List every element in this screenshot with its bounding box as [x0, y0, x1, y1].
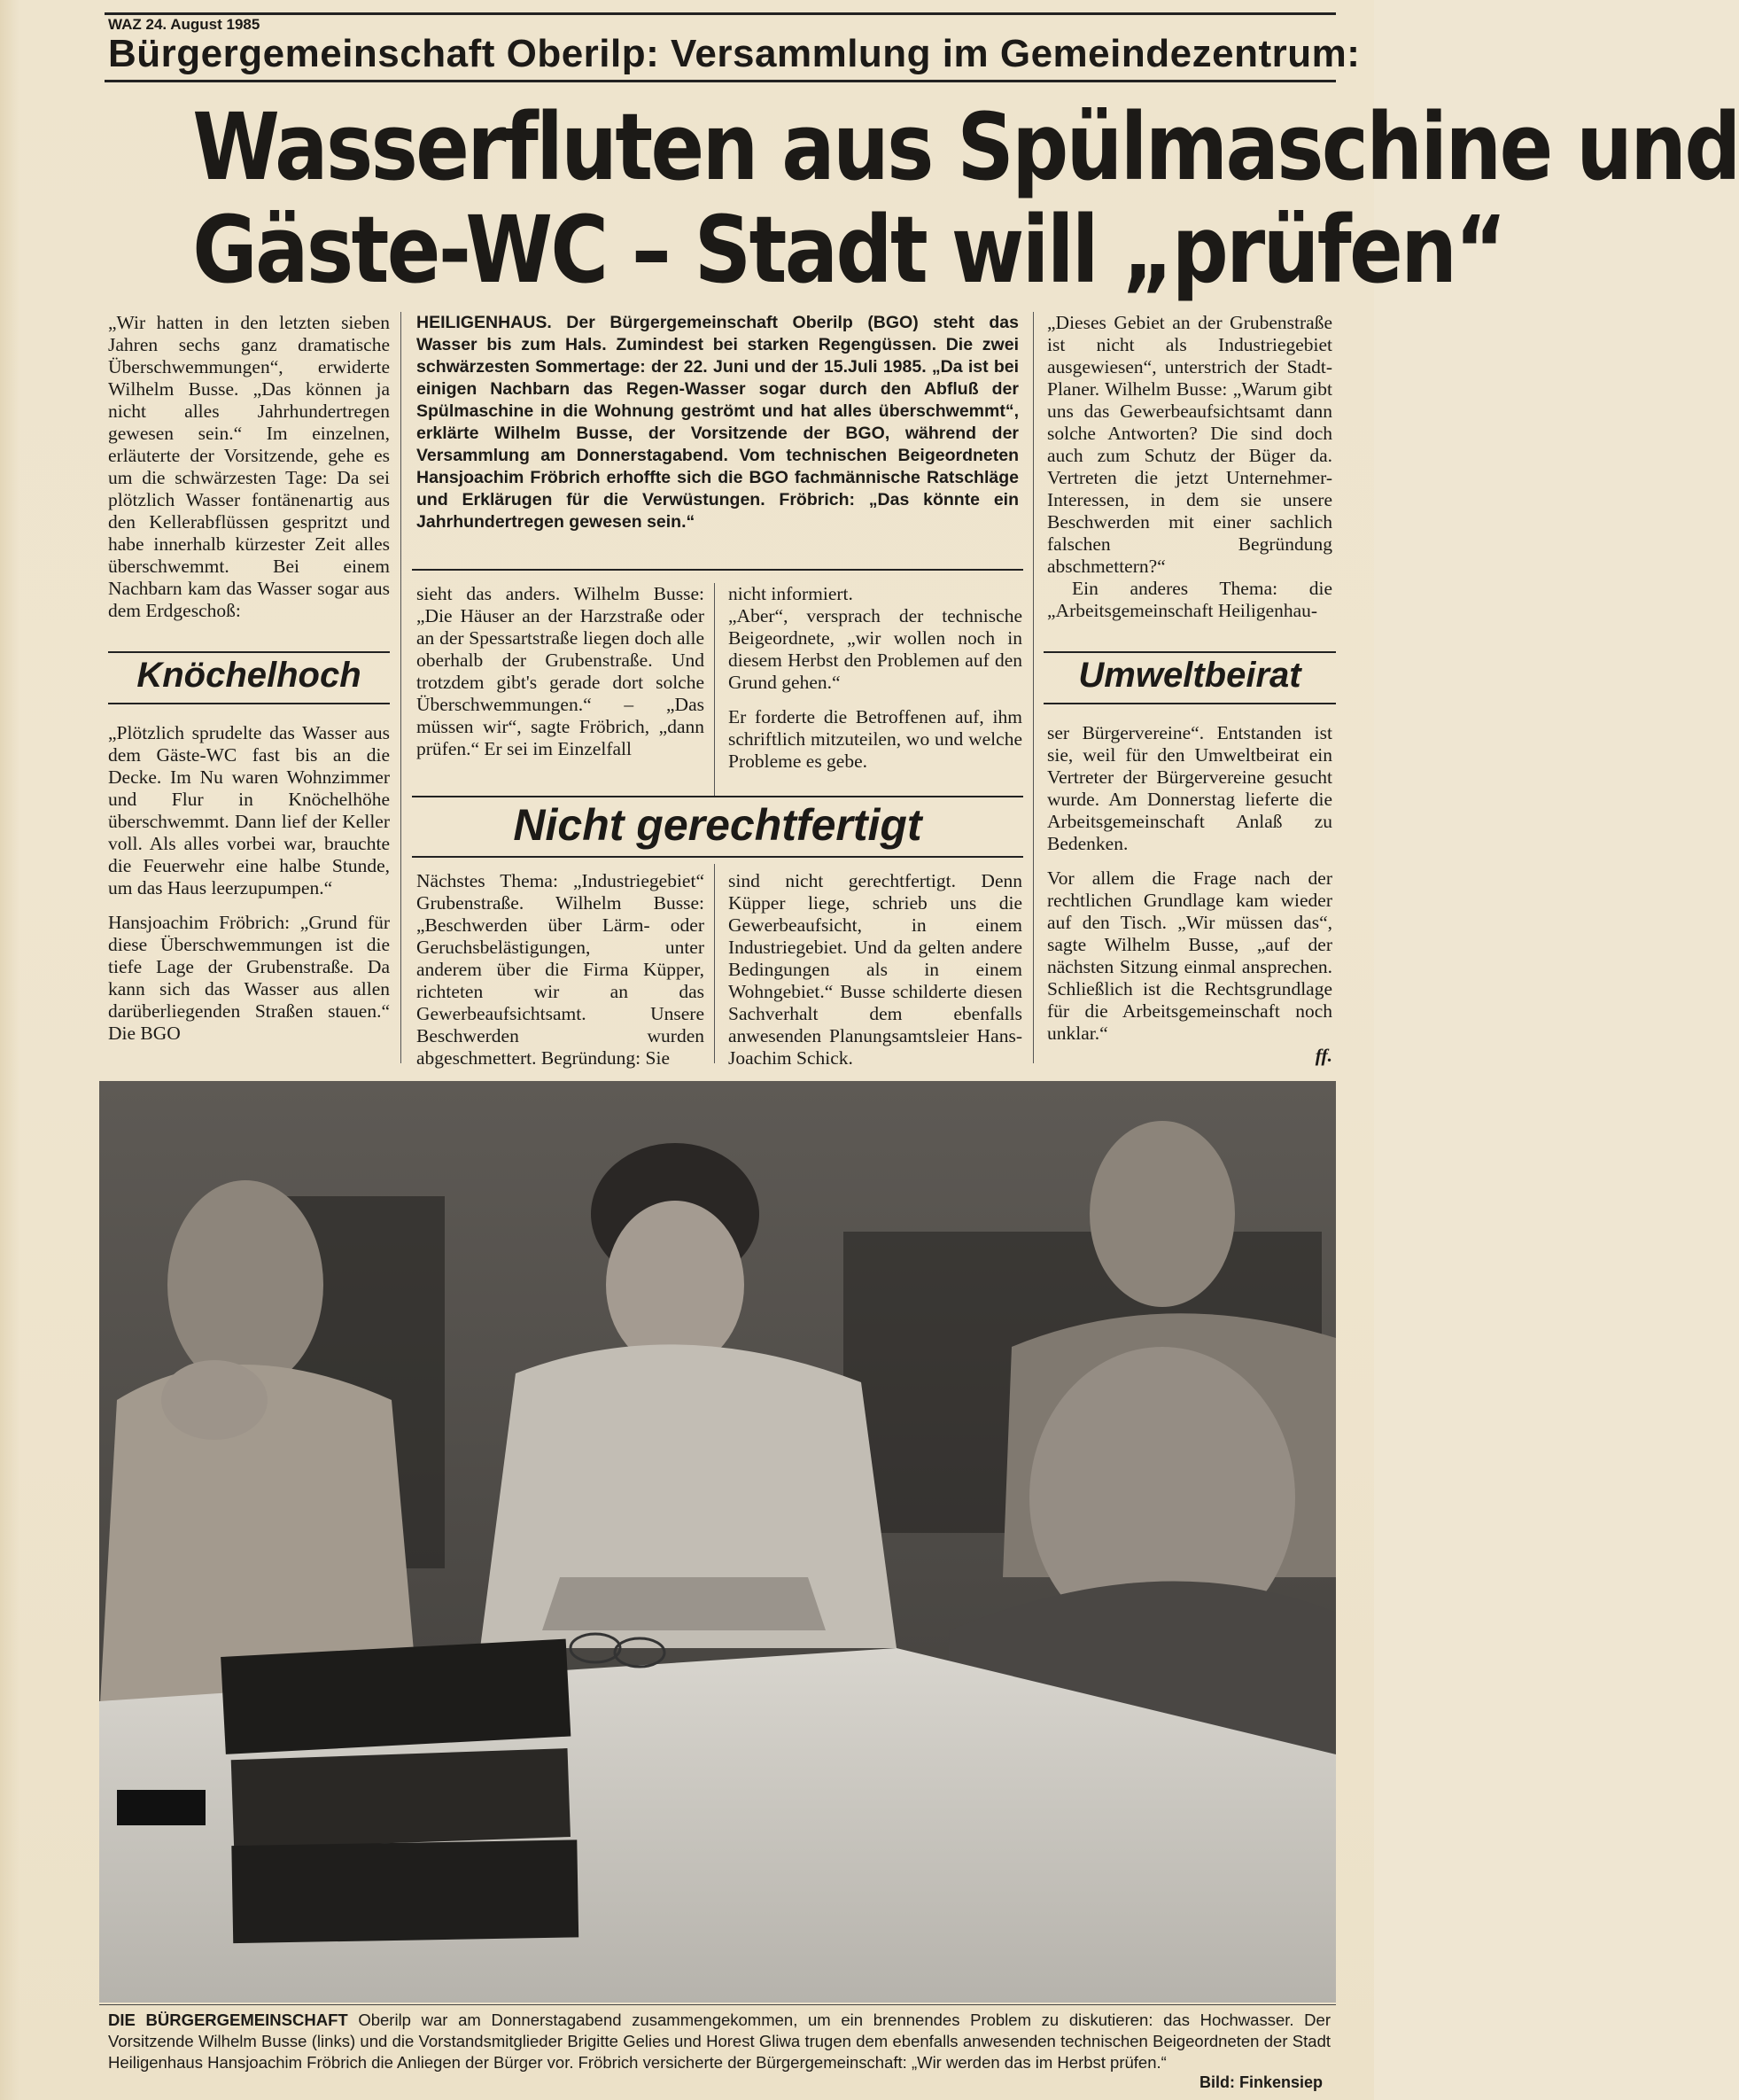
- photo-credit: Bild: Finkensiep: [1199, 2073, 1323, 2091]
- photo-bottom-rule: [99, 2004, 1336, 2005]
- column-4-top: [1047, 312, 1332, 622]
- publication-date: WAZ 24. August 1985: [108, 16, 260, 33]
- photo-caption: [108, 2010, 1331, 2073]
- column-divider-1: [400, 312, 401, 1063]
- caption-lead: DIE BÜRGERGEMEINSCHAFT: [108, 2011, 348, 2029]
- column-divider-2a: [714, 583, 715, 796]
- caption-text: Oberilp war am Donnerstagabend zusammengekommen, um ein brennendes Problem zu diskutieren: das Hochwasser. Der Vorsitzende Wilhelm Busse (links) und die Vorstandsmitglieder Brigitte Gelies und Horest Gliwa trugen dem ebenfalls anwesenden technischen Beigeordneten der Stadt Heiligenhaus Hansjoachim Fröbrich die Anliegen der Bürger vor. Fröbrich versicherte der Bürgergemeinschaft: „Wir werden das im Herbst prüfen.“: [108, 2011, 1331, 2072]
- col3-paragraph-1: nicht informiert.: [728, 583, 853, 604]
- kicker-line: Bürgergemeinschaft Oberilp: Versammlung im Gemeindezentrum:: [108, 32, 1361, 75]
- headline: [192, 93, 1739, 304]
- column-3-top: [728, 583, 1022, 773]
- top-rule: [105, 12, 1336, 15]
- photo-illustration: [99, 1081, 1336, 2003]
- lead-rule: [412, 569, 1023, 571]
- column-divider-3: [1033, 312, 1034, 1063]
- subhead-3-rule-bottom: [1044, 703, 1336, 704]
- col3-paragraph-3: Er forderte die Betroffenen auf, ihm schriftlich mitzuteilen, wo und welche Probleme es gebe.: [728, 706, 1022, 772]
- col4-paragraph-1: „Dieses Gebiet an der Grubenstraße ist nicht als Industriegebiet ausgewiesen“, unterstrich der Stadt-Planer. Wilhelm Busse: „Warum gibt uns das Gewerbeaufsichtsamt dann solche Antworten? Die sind doch auch zum Schutz der Büger da. Vertreten die jetzt Unternehmer-Interessen, in dem sie unsere Beschwerden mit einer sachlich falschen Begründung abschmettern?“: [1047, 312, 1332, 577]
- column-2-bottom: [416, 870, 704, 1069]
- subhead-rule-top: [108, 651, 390, 653]
- subhead-nicht-gerechtfertigt: Nicht gerechtfertigt: [513, 800, 922, 850]
- column-4-bottom: [1047, 722, 1332, 1067]
- col2-paragraph-1: sieht das anders. Wilhelm Busse: „Die Häuser an der Harzstraße oder an der Spessartstraße liegen doch alle oberhalb der Grubenstraße. Und trotzdem gibt's gerade dort solche Überschwemmungen.“ – „Das müssen wir“, sagte Fröbrich, „dann prüfen.“ Er sei im Einzelfall: [416, 583, 704, 759]
- subhead-3-rule-top: [1044, 651, 1336, 653]
- subhead-rule-bottom: [108, 703, 390, 704]
- column-3-bottom: [728, 870, 1022, 1069]
- col3-paragraph-2: „Aber“, versprach der technische Beigeordnete, „wir wollen noch in diesem Herbst den Problemen auf den Grund gehen.“: [728, 605, 1022, 693]
- col1-paragraph-1: „Wir hatten in den letzten sieben Jahren sechs ganz dramatische Überschwemmungen“, erwiderte Wilhelm Busse. „Das können ja nicht alles Jahrhundertregen gewesen sein.“ Im einzelnen, erläuterte der Vorsitzende, gehe es um die schwärzesten Tage: Da sei plötzlich Wasser fontänenartig aus den Kellerabflüssen gespritzt und habe innerhalb kürzester Zeit alles überschwemmt. Bei einem Nachbarn kam das Wasser sogar aus dem Erdgeschoß:: [108, 312, 390, 621]
- subhead-knoechelhoch: Knöchelhoch: [136, 656, 361, 695]
- headline-line-2: Gäste-WC – Stadt will „prüfen“: [192, 196, 1505, 304]
- column-divider-2b: [714, 864, 715, 1063]
- meeting-photograph: [99, 1081, 1336, 2003]
- col4-paragraph-2: Ein anderes Thema: die „Arbeitsgemeinschaft Heiligenhau-: [1047, 578, 1332, 621]
- col4-paragraph-3: ser Bürgervereine“. Entstanden ist sie, weil für den Umweltbeirat ein Vertreter der Bürgervereine gesucht wurde. Am Donnerstag lieferte die Arbeitsgemeinschaft Anlaß zu Bedenken.: [1047, 722, 1332, 854]
- col1-paragraph-3: Hansjoachim Fröbrich: „Grund für diese Überschwemmungen ist die tiefe Lage der Grubenstraße. Da kann sich das Wasser aus allen darüberliegenden Straßen stauen.“ Die BGO: [108, 912, 390, 1044]
- subhead-2-rule-top: [412, 796, 1023, 797]
- author-signature: ff.: [1315, 1045, 1332, 1066]
- col4-paragraph-4: Vor allem die Frage nach der rechtlichen Grundlage kam wieder auf den Tisch. „Wir müssen das“, sagte Wilhelm Busse, „auf der nächsten Sitzung einmal ansprechen. Schließlich ist die Rechtsgrundlage für die Arbeitsgemeinschaft noch unklar.“: [1047, 867, 1332, 1044]
- col1-paragraph-2: „Plötzlich sprudelte das Wasser aus dem Gäste-WC fast bis an die Decke. Im Nu waren Wohnzimmer und Flur in Knöchelhöhe überschwemmt. Dann lief der Keller voll. Als alles vorbei war, brauchte die Feuerwehr eine halbe Stunde, um das Haus leerzupumpen.“: [108, 722, 390, 898]
- subhead-umweltbeirat: Umweltbeirat: [1078, 656, 1301, 695]
- headline-line-1: Wasserfluten aus Spülmaschine und: [192, 93, 1739, 201]
- col3-paragraph-4: sind nicht gerechtfertigt. Denn Küpper liege, schrieb uns die Gewerbeaufsicht, in einem Industriegebiet. Und da gelten andere Bedingungen als in einem Wohngebiet.“ Busse schilderte diesen Sachverhalt dem ebenfalls anwesenden Planungsamtsleier Hans-Joachim Schick.: [728, 870, 1022, 1069]
- lead-paragraph: HEILIGENHAUS. Der Bürgergemeinschaft Oberilp (BGO) steht das Wasser bis zum Hals. Zumindest bei starken Regengüssen. Die zwei schwärzesten Sommertage: der 22. Juni und der 15.Juli 1985. „Da ist bei einigen Nachbarn das Regen-Wasser sogar durch den Abfluß der Spülmaschine in die Wohnung geströmt und hat alles überschwemmt“, erklärte Wilhelm Busse, der Vorsitzende der BGO, während der Versammlung am Donnerstagabend. Vom technischen Beigeordneten Hansjoachim Fröbrich erhoffte sich die BGO fachmännische Ratschläge und Erklärugen für die Verwüstungen. Fröbrich: „Das könnte ein Jahrhundertregen gewesen sein.“: [416, 313, 1019, 532]
- column-1-bottom: [108, 722, 390, 1045]
- col2-paragraph-2: Nächstes Thema: „Industriegebiet“ Grubenstraße. Wilhelm Busse: „Beschwerden über Lärm- oder Geruchsbelästigungen, unter anderem über die Firma Küpper, richteten wir an das Gewerbeaufsichtsamt. Unsere Beschwerden wurden abgeschmettert. Begründung: Sie: [416, 870, 704, 1069]
- subhead-2-rule-bottom: [412, 856, 1023, 858]
- column-2-top: [416, 583, 704, 760]
- kicker-rule: [105, 80, 1336, 82]
- column-1-top: [108, 312, 390, 622]
